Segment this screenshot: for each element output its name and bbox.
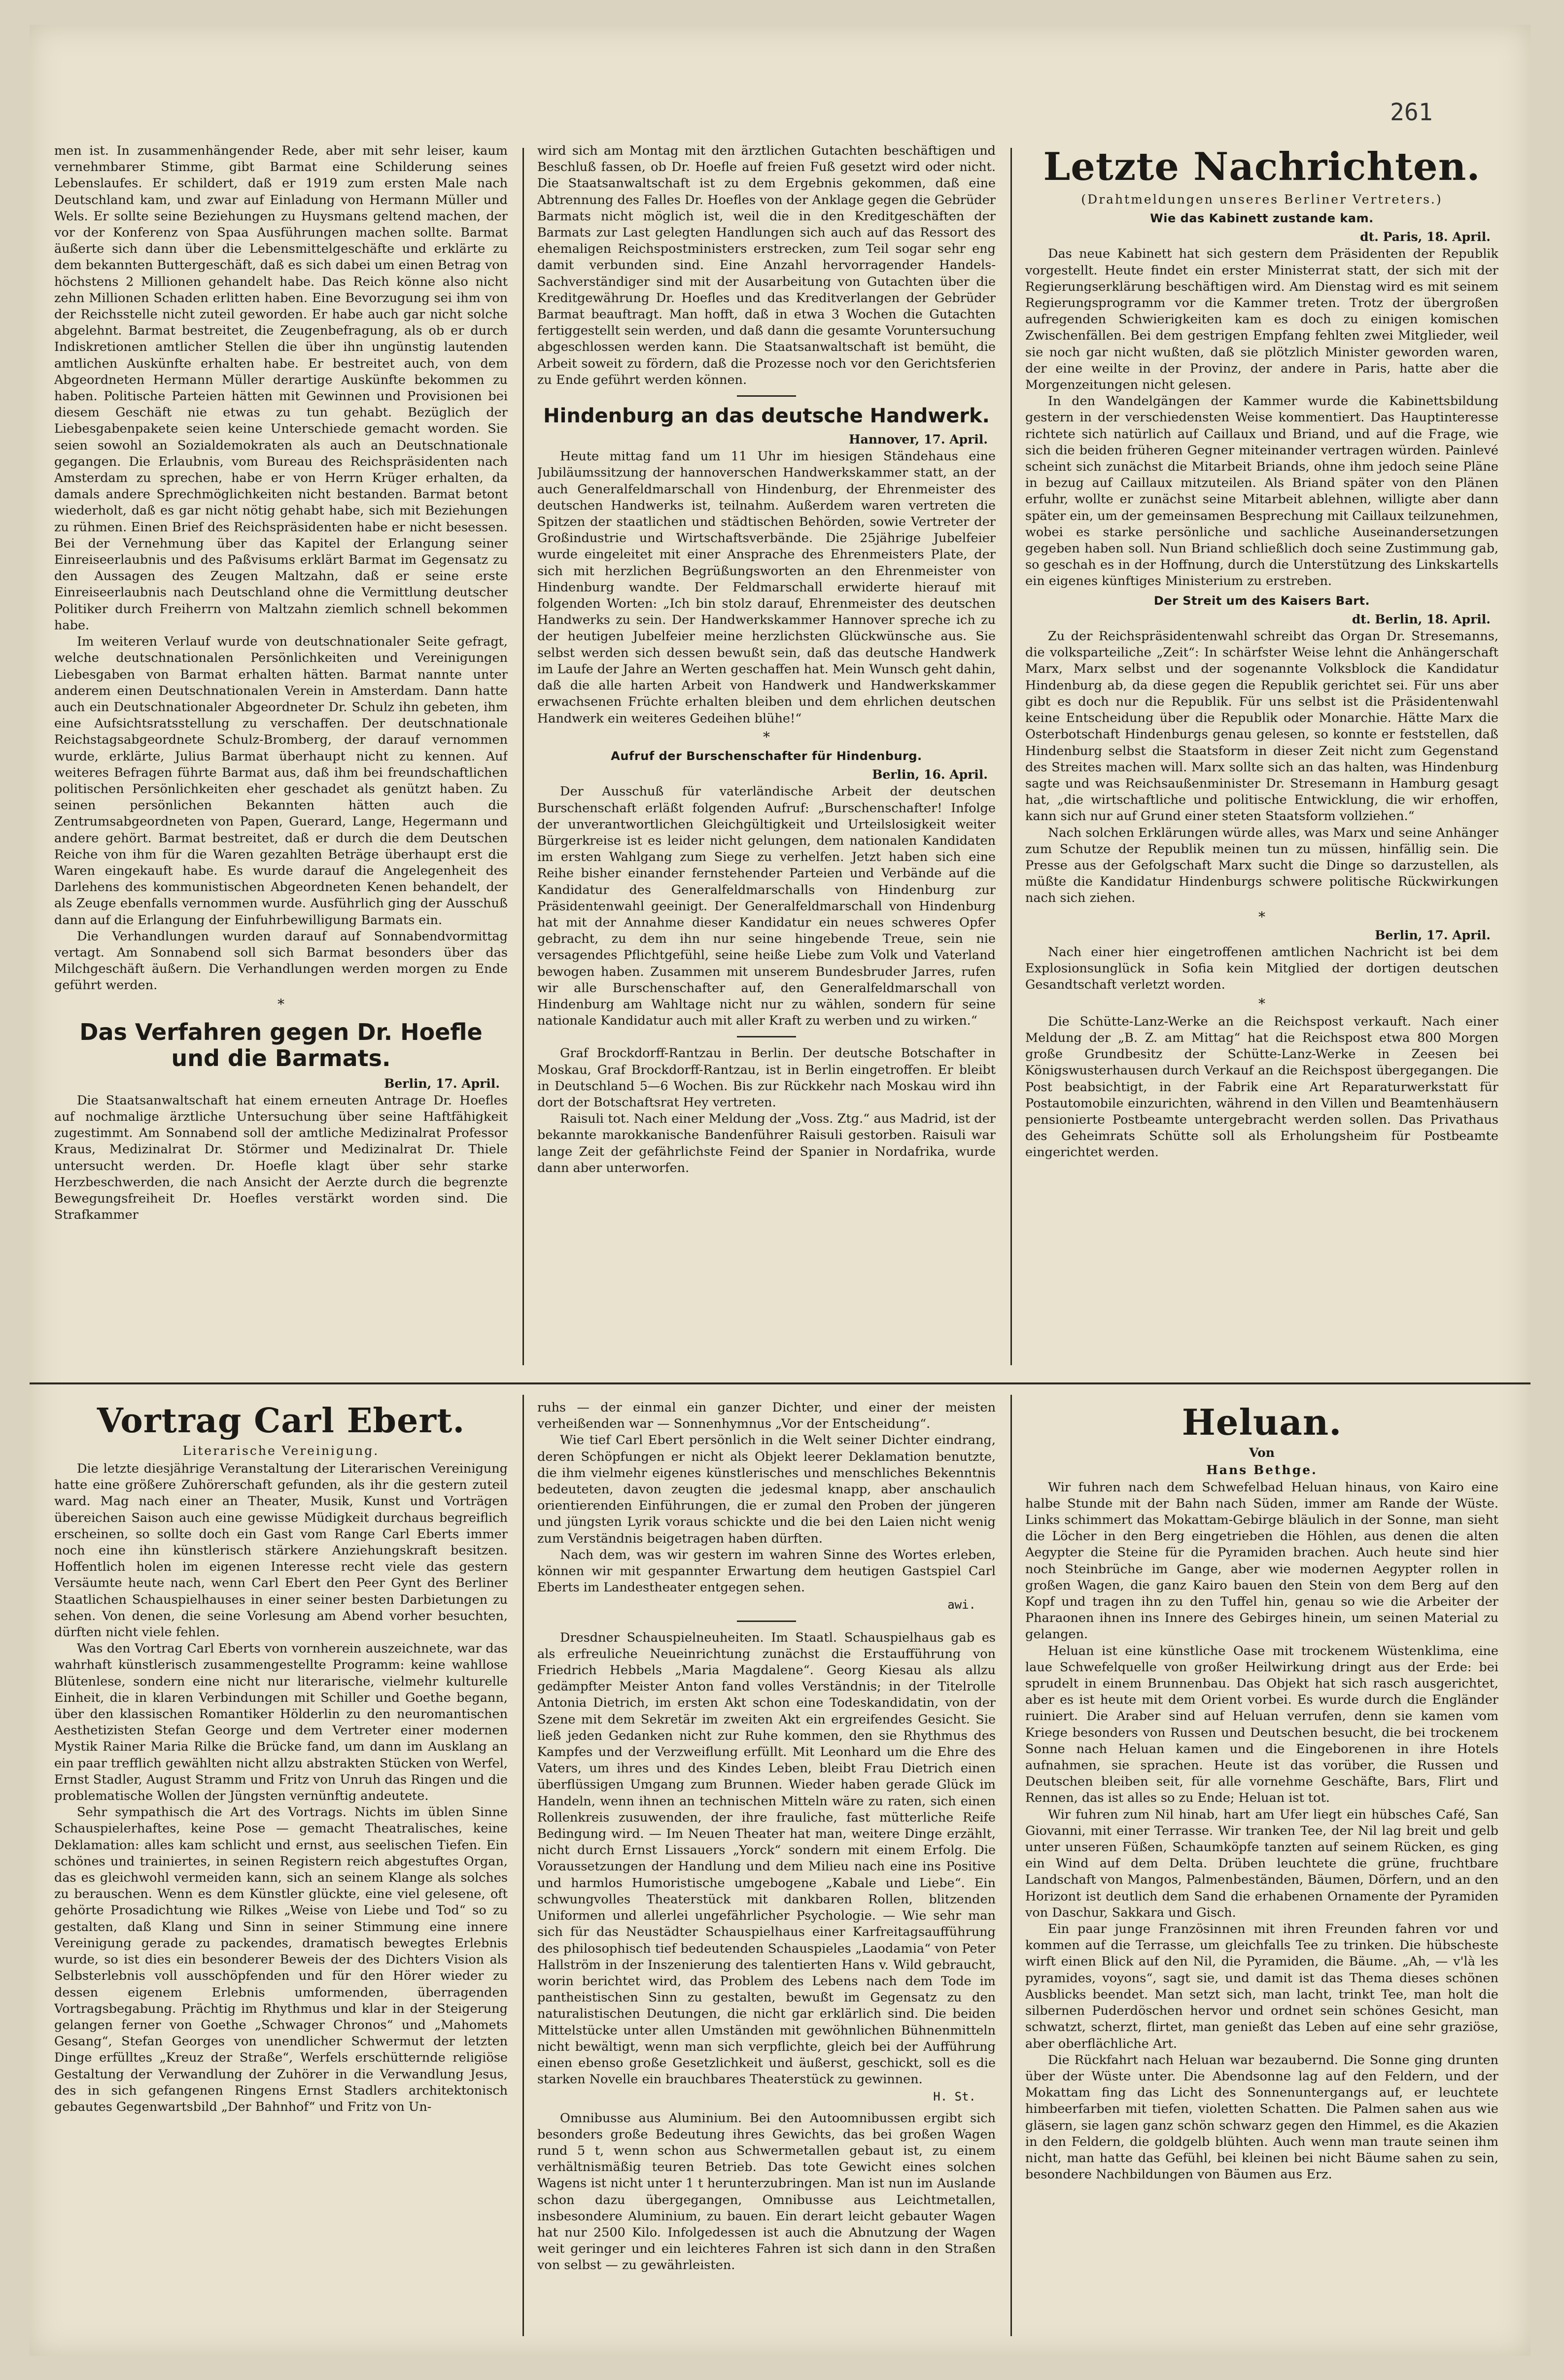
dateline: dt. Berlin, 18. April.	[1352, 612, 1491, 626]
section-head: Wie das Kabinett zustande kam.	[1150, 211, 1374, 225]
headline-vortrag-ebert: Vortrag Carl Ebert.	[97, 1401, 465, 1441]
top-middle-column	[537, 143, 996, 1375]
article-paragraph: Raisuli tot. Nach einer Meldung der „Voss. Ztg.“ aus Madrid, ist der bekannte marokkanische Bandenführer Raisuli gestorben. Raisuli war lange Zeit der gefährlichste Feind der Spanier in Nordafrika, wurde dann aber unterworfen.	[537, 1111, 996, 1175]
separator-asterisk: *	[278, 996, 284, 1012]
article-paragraph: Ein paar junge Französinnen mit ihren Freunden fahren vor und kommen auf die Terrasse, um gleichfalls Tee zu trinken. Die hübscheste wirft einen Blick auf den Nil, die Pyramiden, die Bäume. „Ah, — v'là les pyramides, voyons“, sagt sie, und damit ist das Thema dieses schönen Ausblicks beendet. Man setzt sich, man lacht, trinkt Tee, man holt die silbernen Puderdöschen hervor und ordnet sein schönes Gesicht, man schwatzt, scherzt, flirtet, man genießt das Leben auf eine sehr graziöse, aber oberflächliche Art.	[1025, 1922, 1498, 2051]
separator-line	[737, 1621, 796, 1622]
author-signature: awi.	[947, 1598, 976, 1612]
article-paragraph: Die Schütte-Lanz-Werke an die Reichspost verkauft. Nach einer Meldung der „B. Z. am Mittag“ hat die Reichspost etwa 800 Morgen große Grundbesitz der Schütte-Lanz-Werke in Zeesen bei Königswusterhausen durch Verkauf an die Reichspost übergegangen. Die Post beabsichtigt, in der Fabrik eine Art Reparaturwerkstatt für Postautomobile einzurichten, während in den Villen und Beamtenhäusern pensionierte Postbeamte untergebracht werden sollen. Das Privathaus des Geheimrats Schütte soll als Erholungsheim für Postbeamte eingerichtet werden.	[1025, 1014, 1498, 1160]
article-paragraph: In den Wandelgängen der Kammer wurde die Kabinettsbildung gestern in der verschiedensten Weise kommentiert. Das Hauptinteresse richtete sich natürlich auf Caillaux und Briand, und auf die Frage, wie sich die beiden früheren Gegner miteinander vertragen würden. Painlevé scheint sich zunächst die Mitarbeit Briands, ohne ihm jedoch seine Pläne in bezug auf Caillaux mitzuteilen. Als Briand später von den Plänen erfuhr, wollte er zunächst seine Mitarbeit ablehnen, willigte aber dann später ein, um der gemeinsamen Besprechung mit Caillaux teilzunehmen, wobei es starke persönliche und sachliche Auseinandersetzungen gegeben haben soll. Nun Briand schließlich doch seine Zustimmung gab, so geschah es in der Hoffnung, durch die Unterstützung des Linkskartells ein eigenes künftiges Ministerium zu erstreben.	[1025, 394, 1498, 589]
headline-hindenburg-handwerk: Hindenburg an das deutsche Handwerk.	[543, 405, 990, 428]
article-paragraph: Die Staatsanwaltschaft hat einem erneuten Antrage Dr. Hoefles auf nochmalige ärztliche Untersuchung über seine Haftfähigkeit zugestimmt. Am Sonnabend soll der amtliche Medizinalrat Professor Kraus, Medizinalrat Dr. Störmer und Medizinalrat Dr. Thiele untersucht werden. Dr. Hoefle klagt über sehr starke Herzbeschwerden, die nach Ansicht der Aerzte durch die begrenzte Bewegungsfreiheit Dr. Hoefles verstärkt worden sind. Die Strafkammer	[54, 1093, 508, 1223]
article-paragraph: Nach einer hier eingetroffenen amtlichen Nachricht ist bei dem Explosionsunglück in Sofia kein Mitglied der dortigen deutschen Gesandtschaft verletzt worden.	[1025, 944, 1498, 993]
article-paragraph: Graf Brockdorff-Rantzau in Berlin. Der deutsche Botschafter in Moskau, Graf Brockdorff-Rantzau, ist in Berlin eingetroffen. Er bleibt in Deutschland 5—6 Wochen. Bis zur Rückkehr nach Moskau wird ihn dort der Botschaftsrat Hey vertreten.	[537, 1046, 996, 1110]
article-paragraph: Die letzte diesjährige Veranstaltung der Literarischen Vereinigung hatte eine größere Zuhörerschaft gefunden, als ihr die gestern zuteil ward. Mag nach einer an Theater, Musik, Kunst und Vorträgen übereichen Saison auch eine gewisse Müdigkeit durchaus begreiflich erscheinen, so sollte doch ein Gast vom Range Carl Eberts immer noch eine ihn künstlerisch stärkere Anziehungskraft besitzen. Hoffentlich holen im eigenen Interesse recht viele das gestern Versäumte heute nach, wenn Carl Ebert den Peer Gynt des Berliner Staatlichen Schauspielhauses in einer seiner besten Darbietungen zu sehen. Von denen, die seine Vorlesung am Abend vorher besuchten, dürften nicht viele fehlen.	[54, 1461, 508, 1640]
column-rule	[522, 148, 524, 1365]
dateline: Berlin, 16. April.	[872, 767, 988, 782]
bottom-right-column	[1025, 1400, 1498, 2336]
headline-hoefle: Das Verfahren gegen Dr. Hoefle und die Barmats.	[79, 1018, 483, 1071]
article-paragraph: Wir fuhren zum Nil hinab, hart am Ufer liegt ein hübsches Café, San Giovanni, mit einer Terrasse. Wir tranken Tee, der Nil lag breit und gelb unter unseren Füßen, Schaumköpfe tanzten auf seinem Rücken, es ging ein Wind auf dem Delta. Drüben leuchtete die grüne, fruchtbare Landschaft von Mangos, Palmenbeständen, Bäumen, Dörfern, und an den Horizont ist deutlich dem Sand die erhabenen Ornamente der Pyramiden von Daschur, Sakkara und Gisch.	[1025, 1807, 1498, 1920]
article-paragraph: Das neue Kabinett hat sich gestern dem Präsidenten der Republik vorgestellt. Heute findet ein erster Ministerrat statt, der sich mit der Regierungserklärung beschäftigen wird. Am Dienstag wird es mit seinem Regierungsprogramm vor die Kammer treten. Trotz der übergroßen aufregenden Schwierigkeiten kam es doch zu einigen komischen Zwischenfällen. Bei dem gestrigen Empfang fehlten zwei Mitglieder, weil sie noch gar nicht wußten, daß sie plötzlich Minister geworden waren, der eine weilte in der Provinz, der andere in Paris, hatte aber die Morgenzeitungen nicht gelesen.	[1025, 246, 1498, 393]
article-paragraph: Im weiteren Verlauf wurde von deutschnationaler Seite gefragt, welche deutschnationalen Persönlichkeiten und Vereinigungen Liebesgaben von Barmat erhalten hätten. Barmat nannte unter anderem einen Deutschnationalen Verein in Amsterdam. Dann hatte auch ein Deutschnationaler Abgeordneter Dr. Schulz ihn gebeten, ihm eine Aufsichtsratsstellung zu verschaffen. Der deutschnationale Reichstagsabgeordnete Schulz-Bromberg, der darauf vernommen wurde, erklärte, Julius Barmat überhaupt nicht zu kennen. Auf weiteres Befragen führte Barmat aus, daß ihm bei freundschaftlichen politischen Persönlichkeiten eher geschadet als genützt haben. Zu seinen persönlichen Bekannten hätten auch die Zentrumsabgeordneten von Papen, Guerard, Lange, Hegermann und andere gehört. Barmat bestreitet, daß er durch die dem Deutschen Reiche von ihm für die Waren gezahlten Beträge überhaupt erst die Waren eingekauft habe. Es wurde darauf die Angelegenheit des Darlehens des kommunistischen Abgeordneten Kenen behandelt, der als Zeuge ebenfalls vernommen wurde. Ausführlich ging der Ausschuß dann auf die Erlangung der Einfuhrbewilligung Barmats ein.	[54, 634, 508, 928]
separator-asterisk: *	[1258, 995, 1265, 1012]
dateline: Berlin, 17. April.	[384, 1076, 500, 1091]
article-paragraph: Nach solchen Erklärungen würde alles, was Marx und seine Anhänger zum Schutze der Republik meinen tun zu müssen, hinfällig sein. Die Presse aus der Gefolgschaft Marx sucht die Dinge so darzustellen, als müßte die Kandidatur Hindenburgs schwere politische Rückwirkungen nach sich ziehen.	[1025, 825, 1498, 906]
article-paragraph: Heluan ist eine künstliche Oase mit trockenem Wüstenklima, eine laue Schwefelquelle von großer Heilwirkung dringt aus der Erde: bei sprudelt in einem Brunnenbau. Das Objekt hat sich rasch ausgerichtet, aber es ist heute mit dem Orient vorbei. Es wurde durch die Engländer ruiniert. Die Araber sind auf Heluan verrufen, denn sie kamen vom Kriege besonders von Russen und Deutschen besucht, die bei trockenem Sonne nach Heluan kamen und die Eingeborenen in ihre Hotels aufnahmen, sie sprachen. Heute ist das vorüber, die Russen und Deutschen bleiben seit, für alle vornehme Geschäfte, Bars, Flirt und Rennen, das ist alles so zu Ende; Heluan ist tot.	[1025, 1643, 1498, 1806]
article-paragraph: Wie tief Carl Ebert persönlich in die Welt seiner Dichter eindrang, deren Schöpfungen er nicht als Objekt leerer Deklamation benutzte, die ihm vielmehr eigenes künstlerisches und menschliches Bekenntnis bedeuteten, davon zeugten die jedesmal knapp, aber anschaulich orientierenden Einführungen, die er zumal den Proben der jüngeren und jüngsten Lyrik voraus schickte und die bei den Laien nicht wenig zum Verständnis beigetragen haben dürften.	[537, 1433, 996, 1546]
article-paragraph: Der Ausschuß für vaterländische Arbeit der deutschen Burschenschaft erläßt folgenden Aufruf: „Burschenschafter! Infolge der unverantwortlichen Gleichgültigkeit und Urteilslosigkeit weiter Bürgerkreise ist es leider nicht gelungen, dem nationalen Kandidaten im ersten Wahlgang zum Siege zu verhelfen. Jetzt haben sich eine Reihe bisher einander fernstehender Parteien und Verbände auf die Kandidatur des Generalfeldmarschalls von Hindenburg zur Präsidentenwahl geeinigt. Der Generalfeldmarschall von Hindenburg hat mit der Annahme dieser Kandidatur ein neues schweres Opfer gebracht, zu dem ihn nur seine hingebende Treue, sein nie versagendes Pflichtgefühl, seine heiße Liebe zum Volk und Vaterland bewogen haben. Zusammen mit unserem Bundesbruder Jarres, rufen wir alle Burschenschafter auf, den Generalfeldmarschall von Hindenburg am Wahltage nicht nur zu wählen, sondern für seine nationale Kandidatur auch mit aller Kraft zu werben und zu wirken.“	[537, 784, 996, 1029]
article-paragraph: Was den Vortrag Carl Eberts von vornherein auszeichnete, war das wahrhaft künstlerisch zusammengestellte Programm: keine wahllose Blütenlese, sondern eine nicht nur literarische, vielmehr kulturelle Einheit, die in klaren Verbindungen mit Schiller und Goethe begann, über den klassischen Romantiker Hölderlin zu den neuromantischen Aesthetizisten Stefan George und dem Vertreter einer modernen Mystik Rainer Maria Rilke die Brücke fand, um dann im Ausklang an ein paar trefflich gewählten nicht allzu abstrakten Stücken von Werfel, Ernst Stadler, August Stramm und Fritz von Unruh das Ringen und die problematische Wollen der Jüngsten vernünftig andeutete.	[54, 1641, 508, 1804]
column-rule	[522, 1395, 524, 2336]
separator-asterisk: *	[763, 728, 770, 745]
page-number: 261	[1390, 99, 1433, 126]
article-paragraph: ruhs — der einmal ein ganzer Dichter, und einer der meisten verheißenden war — Sonnenhymnus „Vor der Entscheidung“.	[537, 1400, 996, 1432]
dateline: Hannover, 17. April.	[849, 432, 988, 447]
column-rule	[1010, 148, 1012, 1365]
byline-von: Von	[1249, 1446, 1275, 1460]
subtitle: (Drahtmeldungen unseres Berliner Vertreters.)	[1081, 192, 1443, 207]
article-paragraph: Die Rückfahrt nach Heluan war bezaubernd. Die Sonne ging drunten über der Wüste unter. Die Abendsonne lag auf den Feldern, und der Mokattam fing das Licht des Sonnenuntergangs auf, er leuchtete himbeerfarben mit tiefen, violetten Schatten. Die Palmen sahen aus wie gläsern, sie lagen ganz schön schwarz gegen den Himmel, es die Akazien in den Feldern, die goldgelb blühten. Auch wenn man traute seinen ihm nicht, man hatte das Gefühl, bei kleinen bei nicht Bäume sahen zu sein, besondere Nachbildungen von Bäumen aus Erz.	[1025, 2052, 1498, 2182]
article-paragraph: wird sich am Montag mit den ärztlichen Gutachten beschäftigen und Beschluß fassen, ob Dr. Hoefle auf freien Fuß gesetzt wird oder nicht. Die Staatsanwaltschaft ist zu dem Ergebnis gekommen, daß eine Abtrennung des Falles Dr. Hoefles von der Anklage gegen die Gebrüder Barmats nicht möglich ist, weil die in den Kreditgeschäften der Barmats zur Last gelegten Handlungen sich auch auf das Ressort des ehemaligen Reichspostministers erstrecken, zum Teil sogar sehr eng damit verbunden sind. Eine Anzahl hervorragender Handels-Sachverständiger sind mit der Ausarbeitung von Gutachten über die Kreditgewährung Dr. Hoefles und das Kreditverlangen der Gebrüder Barmat beauftragt. Man hofft, daß in etwa 3 Wochen die Gutachten fertiggestellt sein werden, und daß dann die gesamte Voruntersuchung abgeschlossen werden kann. Die Staatsanwaltschaft ist bemüht, die Arbeit soweit zu fördern, daß die Prozesse noch vor den Gerichtsferien zu Ende geführt werden können.	[537, 143, 996, 387]
byline-author: Hans Bethge.	[1206, 1463, 1318, 1478]
dateline: dt. Paris, 18. April.	[1360, 230, 1491, 244]
section-head: Der Streit um des Kaisers Bart.	[1153, 593, 1370, 608]
article-paragraph: Heute mittag fand um 11 Uhr im hiesigen Ständehaus eine Jubiläumssitzung der hannoverschen Handwerkskammer statt, an der auch Generalfeldmarschall von Hindenburg, der Ehrenmeister des deutschen Handwerks ist, teilnahm. Außerdem waren vertreten die Spitzen der staatlichen und städtischen Behörden, sowie Vertreter der Großindustrie und Wirtschaftsverbände. Die 25jährige Jubelfeier wurde eingeleitet mit einer Ansprache des Ehrenmeisters Plate, der sich mit herzlichen Begrüßungsworten an den Ehrenmeister von Hindenburg wandte. Der Feldmarschall erwiderte hierauf mit folgenden Worten: „Ich bin stolz darauf, Ehrenmeister des deutschen Handwerks zu sein. Der Handwerkskammer Hannover spreche ich zu der heutigen Jubelfeier meine herzlichsten Glückwünsche aus. Sie selbst werden sich dessen bewußt sein, daß das deutsche Handwerk im Laufe der Jahre an Werten geschaffen hat. Mein Wunsch geht dahin, daß die alle harten Arbeit von Handwerk und Handwerkskammer erwachsenen Früchte erhalten bleiben und dem ehrlichen deutschen Handwerk ein weiteres Gedeihen blühe!“	[537, 449, 996, 726]
subtitle: Literarische Vereinigung.	[182, 1443, 380, 1458]
column-rule	[1010, 1395, 1012, 2336]
author-signature: H. St.	[933, 2090, 976, 2104]
bottom-middle-column	[537, 1400, 996, 2336]
article-paragraph: Omnibusse aus Aluminium. Bei den Autoomnibussen ergibt sich besonders große Bedeutung ihres Gewichts, das bei großen Wagen rund 5 t, wenn schon aus Schwermetallen gebaut ist, zu einem verhältnismäßig teuren Betrieb. Das tote Gewicht eines solchen Wagens ist nicht unter 1 t herunterzubringen. Man ist nun im Auslande schon dazu übergegangen, Omnibusse aus Leichtmetallen, insbesondere Aluminium, zu bauen. Ein derart leicht gebauter Wagen hat nur 2500 Kilo. Infolgedessen ist auch die Abnutzung der Wagen weit geringer und ein leichteres Fahren ist sich dann in den Straßen von selbst — zu gewährleisten.	[537, 2110, 996, 2273]
article-paragraph: Zu der Reichspräsidentenwahl schreibt das Organ Dr. Stresemanns, die volksparteiliche „Zeit“: In schärfster Weise lehnt die Anhängerschaft Marx, Marx selbst und der sogenannte Volksblock die Kandidatur Hindenburg ab, da diese gegen die Republik gerichtet sei. Für uns aber gibt es doch nur die Republik. Für uns selbst ist die Präsidentenwahl keine Entscheidung über die Republik oder Monarchie. Hätte Marx die Osterbotschaft Hindenburgs genau gelesen, so konnte er feststellen, daß Hindenburg selbst die Staatsform in dieser Zeit nicht zum Gegenstand des Streites machen will. Marx sollte sich an das halten, was Hindenburg sagte und was Reichsaußenminister Dr. Stresemann in Hamburg gesagt hat, „die wirtschaftliche und politische Entwicklung, die wir erhoffen, kann sich nur auf Grund einer steten Staatsform vollziehen.“	[1025, 629, 1498, 824]
separator-line	[737, 395, 796, 397]
article-paragraph: Wir fuhren nach dem Schwefelbad Heluan hinaus, von Kairo eine halbe Stunde mit der Bahn nach Süden, immer am Rande der Wüste. Links schimmert das Mokattam-Gebirge bläulich in der Sonne, man sieht die Löcher in den Berg eingetrieben die Höhlen, aus denen die alten Aegypter die Steine für die Pyramiden brachen. Auch heute sind hier noch Steinbrüche im Gange, aber wie modernen Aegypter rollen in großen Wagen, die ganz Kairo bauen den Stein von dem Berg auf den Kopf und tragen ihn zu den Tuffel hin, genau so wie die Arbeiter der Pharaonen ihnen ins Innere des Gebirges hinein, um seinen Material zu gelangen.	[1025, 1480, 1498, 1642]
headline-burschenschafter: Aufruf der Burschenschafter für Hindenburg.	[611, 749, 922, 763]
headline-heluan: Heluan.	[1182, 1401, 1342, 1443]
bottom-left-column	[54, 1400, 508, 2336]
newspaper-page	[30, 25, 1530, 2356]
separator-asterisk: *	[1258, 908, 1265, 925]
separator-line	[737, 1036, 796, 1037]
article-paragraph: Die Verhandlungen wurden darauf auf Sonnabendvormittag vertagt. Am Sonnabend soll sich Barmat besonders über das Milchgeschäft äußern. Die Verhandlungen werden morgen zu Ende geführt werden.	[54, 929, 508, 993]
article-paragraph: Sehr sympathisch die Art des Vortrags. Nichts im üblen Sinne Schauspielerhaftes, keine Pose — gemacht Theatralisches, keine Deklamation: alles kam schlicht und ernst, aus seelischen Tiefen. Ein schönes und trainiertes, in seinen Registern reich abgestuftes Organ, das es gleichwohl vermeiden kann, sich an seinem Klange als solches zu berauschen. Wenn es dem Künstler glückte, eine viel gelesene, oft gehörte Prosadichtung wie Rilkes „Weise von Liebe und Tod“ so zu gestalten, daß Klang und Sinn in seiner Stimmung eine innere Vereinigung gerade zu packendes, dramatisch bewegtes Erlebnis wurde, so ist dies ein besonderer Beweis der des Dichters Vision als Selbsterlebnis voll ausschöpfenden und für den Hörer wieder zu dessen eigenem Erlebnis umformenden, überragenden Vortragsbegabung. Prächtig im Rhythmus und klar in der Steigerung gelangen ferner von Goethe „Schwager Chronos“ und „Mahomets Gesang“, Stefan Georges von unendlicher Schwermut der letzten Dinge erfülltes „Kreuz der Straße“, Werfels erschütternde religiöse Gestaltung der Verwandlung der Zuhörer in die Verwandlung Jesus, des in sich gefangenen Ringens Ernst Stadlers architektonisch gebautes Gegenwartsbild „Der Bahnhof“ und Fritz von Un-	[54, 1805, 508, 2114]
top-right-column	[1025, 143, 1498, 1375]
headline-letzte-nachrichten: Letzte Nachrichten.	[1043, 144, 1481, 189]
top-left-column	[54, 143, 508, 1375]
article-paragraph: men ist. In zusammenhängender Rede, aber mit sehr leiser, kaum vernehmbarer Stimme, gibt Barmat eine Schilderung seines Lebenslaufes. Er schildert, daß er 1919 zum ersten Male nach Deutschland kam, und zwar auf Einladung von Hermann Müller und Wels. Er sollte seine Beziehungen zu Huysmans geltend machen, der vor der Konferenz von Spaa Ausführungen machen sollte. Barmat äußerte sich dann über die Lebensmittelgeschäfte und erklärte zu dem bekannten Buttergeschäft, daß es sich dabei um einen Betrag von höchstens 2 Millionen gehandelt habe. Das Reich könne also nicht zehn Millionen Schaden erlitten haben. Eine Bevorzugung sei ihm von der Reichsstelle nicht zuteil geworden. Er habe auch gar nicht solche abgelehnt. Barmat bestreitet, die Zeugenbefragung, als ob er durch Indiskretionen amtlicher Stellen die über ihn ungünstig lautenden amtlichen Auskünfte erhalten habe. Er bestreitet auch, von dem Abgeordneten Hermann Müller derartige Auskünfte bekommen zu haben. Politische Parteien hätten mit Gewinnen und Provisionen bei diesem Geschäft nie etwas zu tun gehabt. Bezüglich der Liebesgabenpakete seien keine Unterschiede gemacht worden. Sie seien sowohl an Sozialdemokraten als auch an Deutschnationale gegangen. Die Erlaubnis, vom Bureau des Reichspräsidenten nach Amsterdam zu sprechen, habe er von Herrn Krüger erhalten, da damals andere Sprechmöglichkeiten nicht bestanden. Barmat betont wiederholt, daß es gar nicht nötig gehabt habe, sich mit Beziehungen zu rühmen. Einen Brief des Reichspräsidenten habe er nicht besessen. Bei der Vernehmung über das Kapitel der Erlangung seiner Einreiseerlaubnis und des Paßvisums erklärt Barmat im Gegensatz zu den Aussagen des Zeugen Maltzahn, daß er seine erste Einreiseerlaubnis nach Deutschland ohne die Vermittlung deutscher Politiker durch Freiherrn von Maltzahn ziemlich schnell bekommen habe.	[54, 143, 508, 633]
article-paragraph: Nach dem, was wir gestern im wahren Sinne des Wortes erleben, können wir mit gespannter Erwartung dem heutigen Gastspiel Carl Eberts im Landestheater entgegen sehen.	[537, 1547, 996, 1595]
section-divider	[30, 1382, 1530, 1384]
article-paragraph: Dresdner Schauspielneuheiten. Im Staatl. Schauspielhaus gab es als erfreuliche Neueinrichtung zunächst die Erstaufführung von Friedrich Hebbels „Maria Magdalene“. Georg Kiesau als allzu gedämpfter Meister Anton fand volles Verständnis; in der Titelrolle Antonia Dietrich, im ersten Akt schon eine Todeskandidatin, von der Szene mit dem Sekretär im zweiten Akt ein ergreifendes Gesicht. Sie ließ jeden Gedanken nicht zur Ruhe kommen, den sie Rhythmus des Kampfes und der Verzweiflung erfüllt. Mit Leonhard um die Ehre des Vaters, um ihres und des Kindes Leben, bleibt Frau Dietrich einen überflüssigen Umgang zum Brunnen. Wieder haben gerade Glück im Handeln, wenn ihnen an technischen Mitteln wäre zu raten, sich einen Rollenkreis zusuwenden, der ihre frauliche, fast mütterliche Reife Bedingung wird. — Im Neuen Theater hat man, weitere Dinge erzählt, nicht durch Ernst Lissauers „Yorck“ sondern mit einem Erfolg. Die Voraussetzungen der Handlung und dem Milieu nach eine ins Positive und harmlos Humoristische umgebogene „Kabale und Liebe“. Ein schwungvolles Theaterstück mit dankbaren Rollen, blitzenden Uniformen und allerlei ungefährlicher Psychologie. — Wie sehr man sich für das Neustädter Schauspielhaus einer Karfreitagsaufführung des philosophisch tief bedeutenden Schauspieles „Laodamia“ von Peter Hallström in der Inszenierung des talentierten Hans v. Wild gebraucht, worin berichtet wird, das Problem des Lebens nach dem Tode im pantheistischen Sinn zu gestalten, bewußt im Gegensatz zu den naturalistischen Deutungen, die nicht gar erklärlich sind. Die beiden Mittelstücke unter allen Umständen mit gewöhnlichen Bühnenmitteln nicht bewältigt, wenn man sich verpflichte, gleich bei der Aufführung einen ebenso große Gesetzlichkeit und äußerst, geschickt, soll es die starken Novelle ein brauchbares Theaterstück zu gewinnen.	[537, 1630, 996, 2087]
dateline: Berlin, 17. April.	[1375, 928, 1491, 942]
